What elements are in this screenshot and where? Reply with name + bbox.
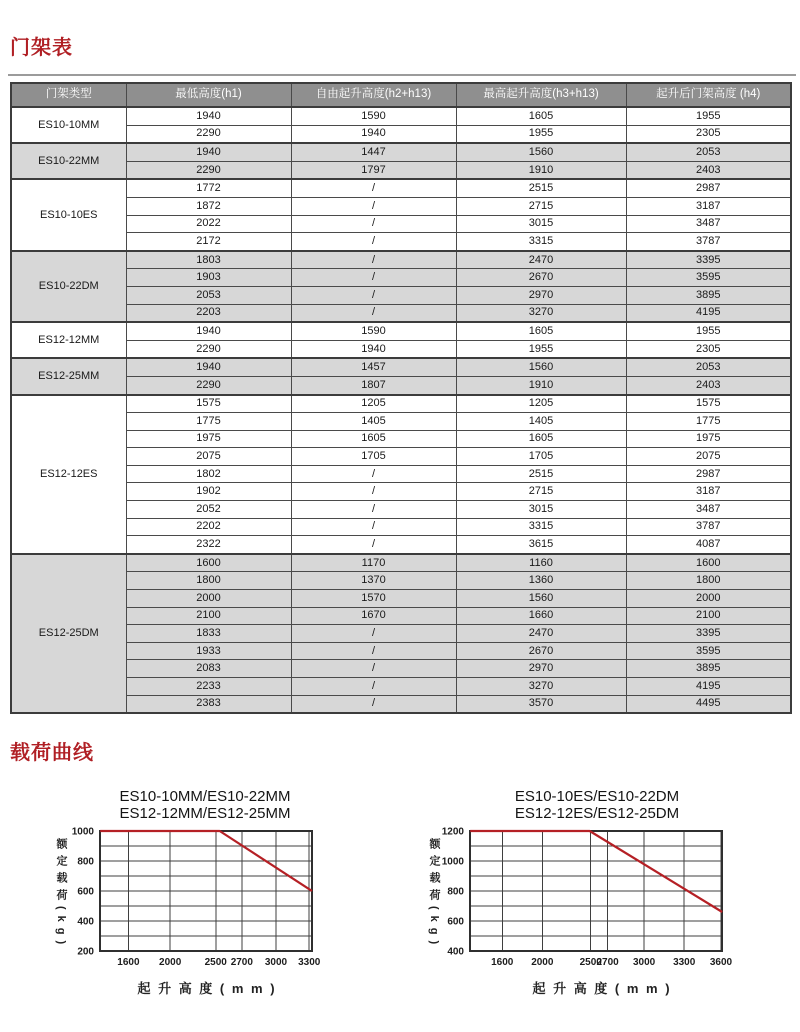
table-cell: 1802 — [126, 465, 291, 483]
table-cell: 1560 — [456, 358, 626, 376]
table-cell: 1405 — [291, 413, 456, 431]
table-cell: / — [291, 642, 456, 660]
table-cell: 1975 — [126, 430, 291, 448]
tick-label: 800 — [447, 886, 464, 898]
table-cell: 2290 — [126, 376, 291, 394]
tick-label: 2700 — [230, 957, 253, 968]
column-header: 自由起升高度(h2+h13) — [291, 83, 456, 107]
table-cell: 1775 — [626, 413, 791, 431]
table-row — [11, 572, 791, 590]
table-cell: / — [291, 465, 456, 483]
table-cell: 1405 — [456, 413, 626, 431]
table-cell: 1910 — [456, 376, 626, 394]
x-axis-label: 起 升 高 度 ( m m ) — [137, 981, 277, 996]
table-cell: 1560 — [456, 143, 626, 161]
table-cell: 1902 — [126, 483, 291, 501]
table-cell: 1940 — [291, 340, 456, 358]
table-cell: 1600 — [626, 554, 791, 572]
table-cell: 1940 — [291, 125, 456, 143]
table-cell: 1933 — [126, 642, 291, 660]
tick-label: 3000 — [264, 957, 288, 968]
table-cell: 1660 — [456, 607, 626, 625]
mast-group-es10-10mm — [11, 107, 791, 143]
table-row — [11, 501, 791, 519]
column-header: 门架类型 — [11, 83, 126, 107]
table-cell: 4195 — [626, 304, 791, 322]
table-cell: 2053 — [626, 358, 791, 376]
table-cell: 3315 — [456, 233, 626, 251]
table-cell: 3187 — [626, 197, 791, 215]
table-row — [11, 251, 791, 269]
table-row — [11, 322, 791, 340]
table-cell: 2970 — [456, 286, 626, 304]
mast-table-header — [11, 83, 791, 107]
table-row — [11, 215, 791, 233]
mast-type-cell: ES10-10ES — [11, 179, 126, 250]
mast-type-cell: ES10-10MM — [11, 107, 126, 143]
table-cell: 3787 — [626, 518, 791, 536]
table-cell: 2000 — [126, 590, 291, 608]
table-cell: 1205 — [456, 395, 626, 413]
table-cell: / — [291, 518, 456, 536]
mast-type-cell: ES12-25MM — [11, 358, 126, 394]
chart-title-line: ES10-10ES/ES10-22DM — [514, 788, 680, 805]
table-cell: 3315 — [456, 518, 626, 536]
table-row — [11, 590, 791, 608]
tick-label: 400 — [447, 946, 464, 958]
table-cell: 1807 — [291, 376, 456, 394]
mast-table — [10, 82, 792, 714]
tick-label: 2700 — [596, 957, 619, 968]
tick-label: 2000 — [159, 957, 182, 968]
table-cell: 1590 — [291, 322, 456, 340]
table-cell: 3270 — [456, 678, 626, 696]
table-cell: 1370 — [291, 572, 456, 590]
table-cell: 4495 — [626, 695, 791, 713]
load-curve-heading: 载荷曲线 — [10, 742, 94, 764]
tick-label: 3000 — [633, 957, 656, 968]
tick-label: 1600 — [117, 957, 140, 968]
chart-plot — [415, 823, 750, 973]
table-cell: / — [291, 251, 456, 269]
table-cell: 3395 — [626, 625, 791, 643]
table-cell: 3015 — [456, 215, 626, 233]
table-cell: / — [291, 536, 456, 554]
table-cell: 2470 — [456, 251, 626, 269]
column-header: 起升后门架高度 (h4) — [626, 83, 791, 107]
table-cell: 3570 — [456, 695, 626, 713]
load-curve-chart-mm — [30, 778, 365, 1023]
table-row — [11, 448, 791, 466]
mast-group-es12-25dm — [11, 554, 791, 713]
table-row — [11, 304, 791, 322]
table-cell: 3595 — [626, 269, 791, 287]
tick-label: 1000 — [71, 826, 94, 838]
table-cell: / — [291, 501, 456, 519]
table-cell: 1955 — [626, 322, 791, 340]
table-cell: 3895 — [626, 660, 791, 678]
table-cell: 3270 — [456, 304, 626, 322]
table-cell: 3595 — [626, 642, 791, 660]
table-cell: 2305 — [626, 125, 791, 143]
y-axis-label: 额定载荷(kg) — [428, 838, 440, 951]
table-cell: 1170 — [291, 554, 456, 572]
table-cell: 1575 — [626, 395, 791, 413]
tick-label: 600 — [77, 886, 94, 898]
table-cell: 2515 — [456, 465, 626, 483]
tick-label: 2500 — [204, 957, 227, 968]
table-cell: 4087 — [626, 536, 791, 554]
table-cell: 3187 — [626, 483, 791, 501]
table-cell: 1797 — [291, 161, 456, 179]
table-cell: 3895 — [626, 286, 791, 304]
chart-title-line: ES10-10MM/ES10-22MM — [119, 788, 291, 805]
tick-label: 2000 — [531, 957, 554, 968]
table-cell: 1705 — [291, 448, 456, 466]
table-cell: 2305 — [626, 340, 791, 358]
mast-group-es12-25mm — [11, 358, 791, 394]
table-cell: 1772 — [126, 179, 291, 197]
table-row — [11, 179, 791, 197]
table-cell: 2100 — [126, 607, 291, 625]
table-cell: 1600 — [126, 554, 291, 572]
table-cell: 2403 — [626, 376, 791, 394]
table-cell: 1940 — [126, 322, 291, 340]
table-cell: 2053 — [126, 286, 291, 304]
table-cell: 1605 — [456, 107, 626, 125]
mast-group-es12-12mm — [11, 322, 791, 358]
table-cell: 3487 — [626, 215, 791, 233]
mast-type-cell: ES12-12MM — [11, 322, 126, 358]
table-cell: / — [291, 660, 456, 678]
mast-type-cell: ES10-22DM — [11, 251, 126, 322]
table-cell: 1955 — [626, 107, 791, 125]
table-cell: 1705 — [456, 448, 626, 466]
table-cell: 2083 — [126, 660, 291, 678]
table-row — [11, 197, 791, 215]
chart-title-line: ES12-12MM/ES12-25MM — [119, 805, 291, 822]
table-cell: / — [291, 197, 456, 215]
table-row — [11, 642, 791, 660]
table-cell: 2075 — [626, 448, 791, 466]
divider-rule — [8, 74, 796, 76]
table-cell: 1457 — [291, 358, 456, 376]
table-cell: / — [291, 625, 456, 643]
table-row — [11, 536, 791, 554]
table-cell: 2987 — [626, 465, 791, 483]
table-cell: 2290 — [126, 161, 291, 179]
mast-table-heading: 门架表 — [10, 37, 73, 59]
mast-group-es10-22mm — [11, 143, 791, 179]
table-cell: 2022 — [126, 215, 291, 233]
tick-label: 600 — [447, 916, 464, 928]
chart-title — [40, 788, 370, 822]
mast-table-section — [10, 82, 792, 714]
x-axis-label: 起 升 高 度 ( m m ) — [532, 981, 672, 996]
tick-label: 800 — [77, 856, 94, 868]
table-cell: 1800 — [126, 572, 291, 590]
mast-type-cell: ES12-12ES — [11, 395, 126, 554]
table-cell: 1903 — [126, 269, 291, 287]
table-cell: 2515 — [456, 179, 626, 197]
table-cell: 1940 — [126, 107, 291, 125]
table-row — [11, 376, 791, 394]
table-cell: 1800 — [626, 572, 791, 590]
table-cell: 1205 — [291, 395, 456, 413]
table-cell: / — [291, 233, 456, 251]
mast-group-es10-10es — [11, 179, 791, 250]
table-cell: / — [291, 269, 456, 287]
table-cell: / — [291, 179, 456, 197]
table-cell: 2322 — [126, 536, 291, 554]
table-cell: 2403 — [626, 161, 791, 179]
tick-label: 3300 — [673, 957, 696, 968]
table-cell: / — [291, 304, 456, 322]
table-cell: 1447 — [291, 143, 456, 161]
tick-label: 3600 — [709, 957, 733, 968]
table-cell: / — [291, 215, 456, 233]
table-cell: 2670 — [456, 642, 626, 660]
table-cell: 2470 — [456, 625, 626, 643]
chart-title-line: ES12-12ES/ES12-25DM — [514, 805, 680, 822]
table-row — [11, 695, 791, 713]
mast-group-es10-22dm — [11, 251, 791, 322]
table-row — [11, 233, 791, 251]
table-row — [11, 554, 791, 572]
tick-label: 1000 — [441, 856, 464, 868]
table-cell: / — [291, 286, 456, 304]
table-header-row — [11, 83, 791, 107]
table-cell: 1570 — [291, 590, 456, 608]
table-cell: 3015 — [456, 501, 626, 519]
mast-type-cell: ES10-22MM — [11, 143, 126, 179]
table-row — [11, 518, 791, 536]
table-cell: 2075 — [126, 448, 291, 466]
table-cell: 2233 — [126, 678, 291, 696]
table-cell: 1360 — [456, 572, 626, 590]
table-cell: 2202 — [126, 518, 291, 536]
table-cell: / — [291, 695, 456, 713]
table-cell: 1940 — [126, 143, 291, 161]
table-cell: 2987 — [626, 179, 791, 197]
table-cell: 2715 — [456, 197, 626, 215]
table-row — [11, 660, 791, 678]
table-cell: / — [291, 483, 456, 501]
tick-label: 1200 — [441, 826, 464, 838]
table-cell: 4195 — [626, 678, 791, 696]
y-axis-label: 额定载荷(kg) — [55, 838, 67, 951]
table-cell: 3615 — [456, 536, 626, 554]
mast-group-es12-12es — [11, 395, 791, 554]
chart-title — [432, 788, 762, 822]
table-cell: 2290 — [126, 340, 291, 358]
table-row — [11, 143, 791, 161]
table-cell: 1803 — [126, 251, 291, 269]
table-cell: 2670 — [456, 269, 626, 287]
table-row — [11, 161, 791, 179]
table-row — [11, 430, 791, 448]
table-cell: 2100 — [626, 607, 791, 625]
tick-label: 2500 — [579, 957, 602, 968]
table-cell: 2203 — [126, 304, 291, 322]
table-row — [11, 125, 791, 143]
table-cell: 1575 — [126, 395, 291, 413]
table-cell: 2383 — [126, 695, 291, 713]
table-cell: / — [291, 678, 456, 696]
table-cell: 2052 — [126, 501, 291, 519]
chart-plot — [30, 823, 365, 973]
table-row — [11, 269, 791, 287]
table-row — [11, 625, 791, 643]
mast-type-cell: ES12-25DM — [11, 554, 126, 713]
table-cell: 1955 — [456, 340, 626, 358]
table-cell: 1590 — [291, 107, 456, 125]
table-cell: 1605 — [291, 430, 456, 448]
table-cell: 3787 — [626, 233, 791, 251]
table-cell: 2715 — [456, 483, 626, 501]
table-row — [11, 395, 791, 413]
table-cell: 1160 — [456, 554, 626, 572]
table-row — [11, 483, 791, 501]
table-cell: 1833 — [126, 625, 291, 643]
table-cell: 1940 — [126, 358, 291, 376]
table-cell: 1975 — [626, 430, 791, 448]
table-row — [11, 413, 791, 431]
table-cell: 2970 — [456, 660, 626, 678]
tick-label: 400 — [77, 916, 94, 928]
table-cell: 2290 — [126, 125, 291, 143]
table-row — [11, 340, 791, 358]
table-row — [11, 465, 791, 483]
table-cell: 1775 — [126, 413, 291, 431]
table-cell: 1670 — [291, 607, 456, 625]
table-cell: 3487 — [626, 501, 791, 519]
tick-label: 3300 — [298, 957, 321, 968]
table-row — [11, 607, 791, 625]
table-cell: 2000 — [626, 590, 791, 608]
table-cell: 1955 — [456, 125, 626, 143]
table-cell: 1605 — [456, 430, 626, 448]
table-row — [11, 286, 791, 304]
table-cell: 1872 — [126, 197, 291, 215]
table-row — [11, 107, 791, 125]
tick-label: 200 — [77, 946, 94, 958]
table-cell: 1910 — [456, 161, 626, 179]
load-curve-chart-es-dm — [415, 778, 750, 1023]
table-cell: 3395 — [626, 251, 791, 269]
table-cell: 1560 — [456, 590, 626, 608]
table-row — [11, 678, 791, 696]
table-cell: 2053 — [626, 143, 791, 161]
table-row — [11, 358, 791, 376]
table-cell: 2172 — [126, 233, 291, 251]
table-cell: 1605 — [456, 322, 626, 340]
column-header: 最低高度(h1) — [126, 83, 291, 107]
column-header: 最高起升高度(h3+h13) — [456, 83, 626, 107]
tick-label: 1600 — [491, 957, 514, 968]
